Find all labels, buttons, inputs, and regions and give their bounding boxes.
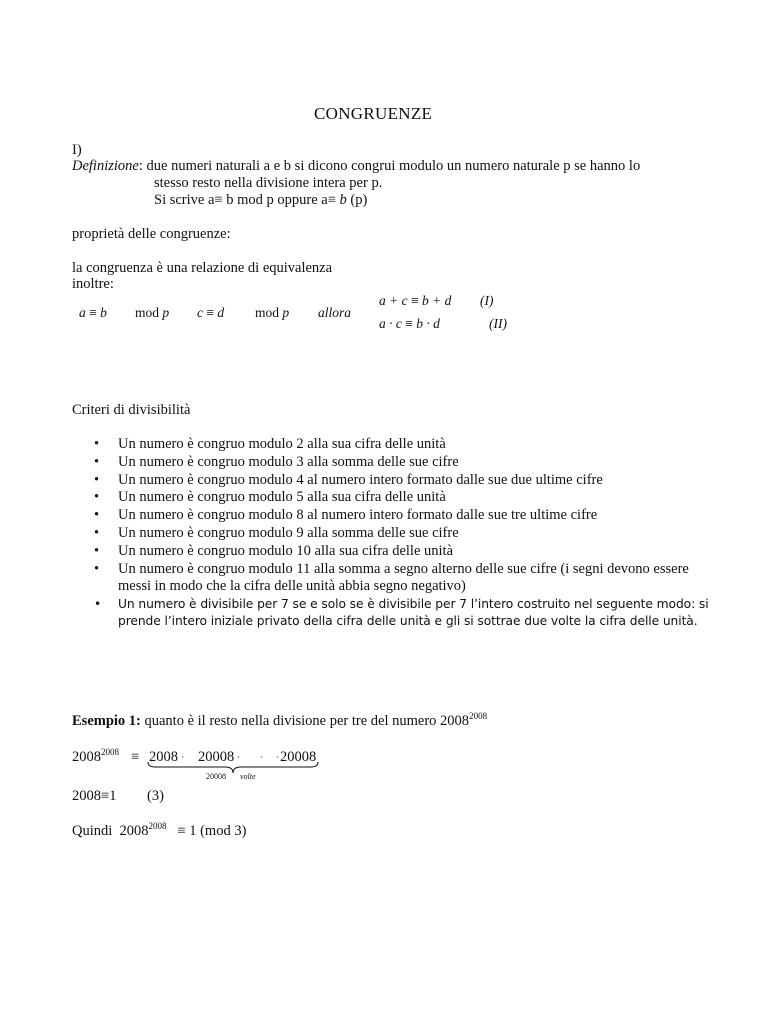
list-item: • Un numero è divisibile per 7 se e solo se è divisibile per 7 l’intero costruito nel seguente modo: si prende l’intero iniziale privato della cifra delle unità e gli si sottrae due volte la cifra delle unità. <box>94 596 718 629</box>
congruence-a-b: a ≡ b <box>79 305 107 320</box>
conclusion-line: Quindi $2008^{2008}$ ≡ 1 (mod 3) <box>72 821 247 839</box>
result-mod: (3) <box>147 788 164 804</box>
label-II: (II) <box>489 316 507 331</box>
brace-word: volte <box>240 772 256 781</box>
underbrace <box>147 761 319 775</box>
sum-property: a + c ≡ b + d <box>379 293 452 308</box>
example-exponent: 2008 <box>469 711 488 721</box>
equivalence-line: la congruenza è una relazione di equivalenza <box>72 260 333 276</box>
product-property: a · c ≡ b · d <box>379 316 440 331</box>
power-base: $2008^{2008}$ <box>72 747 119 765</box>
list-item: • Un numero è congruo modulo 11 alla somma a segno alterno delle sue cifre (i segni devono essere messi in modo che la cifra delle unità abbia segno negativo) <box>94 561 718 597</box>
list-item: • Un numero è congruo modulo 5 alla sua cifra delle unità <box>94 489 718 507</box>
label-I: (I) <box>480 293 494 308</box>
brace-count: 20008 <box>206 772 226 781</box>
criteria-heading: Criteri di divisibilità <box>72 402 191 418</box>
definition-line-2: stesso resto nella divisione intera per p. <box>154 175 383 191</box>
equiv-symbol: ≡ <box>131 749 140 765</box>
mod-p-1: mod p <box>135 305 170 320</box>
factor-1: 2008 <box>149 749 178 765</box>
dot-4: · <box>276 752 279 762</box>
definition-line-3: Si scrive a≡ b mod p oppure a≡ b (p) <box>154 192 368 208</box>
list-item: • Un numero è congruo modulo 2 alla sua cifra delle unità <box>94 436 718 454</box>
list-item: • Un numero è congruo modulo 3 alla somma delle sue cifre <box>94 454 718 472</box>
list-item: • Un numero è congruo modulo 8 al numero intero formato dalle sue tre ultime cifre <box>94 507 718 525</box>
dot-2: · <box>237 752 240 762</box>
result-line: 2008≡1 <box>72 788 117 804</box>
equiv-symbol: ≡ <box>327 192 336 208</box>
example-label: Esempio 1: <box>72 713 141 729</box>
factor-3: 20008 <box>280 749 317 765</box>
definition-line-1 <box>72 158 640 175</box>
moreover-line: inoltre: <box>72 276 114 292</box>
definition-term: Definizione <box>72 158 139 174</box>
section-number: I) <box>72 142 82 158</box>
criteria-list <box>94 436 718 629</box>
equiv-symbol: ≡ <box>214 192 223 208</box>
factor-2: 20008 <box>198 749 235 765</box>
congruence-c-d: c ≡ d <box>197 305 225 320</box>
example-line <box>72 713 487 730</box>
dot-1: · <box>181 752 184 762</box>
then-word: allora <box>318 305 352 320</box>
example-question: quanto è il resto nella divisione per tre del numero 2008 <box>140 713 470 729</box>
list-item: • Un numero è congruo modulo 4 al numero intero formato dalle sue due ultime cifre <box>94 472 718 490</box>
dot-3: · <box>260 752 263 762</box>
mod-p-2: mod p <box>255 305 290 320</box>
definition-text: : due numeri naturali a e b si dicono congrui modulo un numero naturale p se hanno lo <box>138 158 641 174</box>
list-item: • Un numero è congruo modulo 10 alla sua cifra delle unità <box>94 543 718 561</box>
page-title: CONGRUENZE <box>314 104 433 123</box>
list-item: • Un numero è congruo modulo 9 alla somma delle sue cifre <box>94 525 718 543</box>
properties-heading: proprietà delle congruenze: <box>72 226 231 242</box>
